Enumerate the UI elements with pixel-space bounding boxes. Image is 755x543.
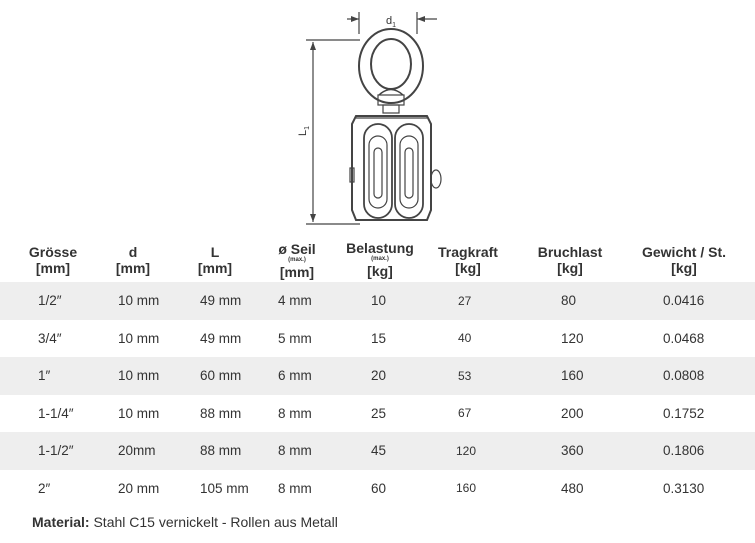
cell-seil: 8 mm [278,443,312,459]
cell-groesse: 1-1/2″ [38,443,74,459]
table-row [0,395,755,433]
cell-l: 60 mm [200,368,242,384]
cell-tragkraft: 160 [456,481,477,496]
cell-seil: 5 mm [278,330,312,346]
cell-d: 20 mm [118,480,160,496]
material-note [32,514,338,530]
header-gewicht: Gewicht / St. [kg] [641,244,726,276]
cell-seil: 6 mm [278,368,312,384]
cell-d: 10 mm [118,330,160,346]
cell-tragkraft: 27 [458,293,472,308]
cell-bruchlast: 120 [561,330,584,346]
cell-tragkraft: 53 [458,368,472,383]
cell-tragkraft: 120 [456,443,477,458]
table-row [0,357,755,395]
cell-l: 88 mm [200,405,242,421]
cell-belastung: 15 [371,330,387,346]
header-belastung: Belastung (max.) [kg] [346,240,414,279]
cell-bruchlast: 480 [561,480,584,496]
cell-d: 10 mm [118,293,160,309]
cell-belastung: 10 [371,293,387,309]
header-tragkraft: Tragkraft [kg] [438,244,498,276]
l1-label: $L_1$ [297,125,311,136]
table-row [0,470,755,508]
cell-bruchlast: 80 [561,293,577,309]
table-row [0,320,755,358]
header-l: L [mm] [197,244,233,276]
cell-gewicht: 0.0416 [663,293,705,309]
cell-gewicht: 0.0808 [663,368,705,384]
cell-d: 20mm [118,443,156,459]
cell-tragkraft: 40 [458,331,472,346]
header-bruchlast: Bruchlast [kg] [537,244,603,276]
cell-l: 105 mm [200,480,249,496]
cell-gewicht: 0.1806 [663,443,705,459]
header-groesse: Grösse [mm] [28,244,78,276]
cell-gewicht: 0.0468 [663,330,705,346]
cell-belastung: 60 [371,480,387,496]
cell-d: 10 mm [118,368,160,384]
cell-d: 10 mm [118,405,160,421]
cell-groesse: 3/4″ [38,330,62,346]
material-label: Material: [32,514,90,530]
cell-seil: 4 mm [278,293,312,309]
table-row [0,282,755,320]
cell-groesse: 1-1/4″ [38,405,74,421]
pulley-technical-drawing [290,0,460,235]
cell-seil: 8 mm [278,405,312,421]
material-text: Stahl C15 vernickelt - Rollen aus Metall [89,514,338,530]
table-row [0,432,755,470]
header-seil: ø Seil (max.) [mm] [278,241,316,280]
d1-label: $d_1$ [386,15,397,29]
cell-groesse: 1″ [38,368,51,384]
cell-belastung: 25 [371,405,387,421]
cell-gewicht: 0.3130 [663,480,705,496]
cell-groesse: 1/2″ [38,293,62,309]
cell-bruchlast: 200 [561,405,584,421]
cell-l: 49 mm [200,330,242,346]
cell-belastung: 45 [371,443,387,459]
table-header [0,238,755,282]
cell-tragkraft: 67 [458,406,472,421]
cell-bruchlast: 160 [561,368,584,384]
cell-groesse: 2″ [38,480,51,496]
cell-l: 49 mm [200,293,242,309]
cell-l: 88 mm [200,443,242,459]
header-d: d [mm] [115,244,151,276]
cell-seil: 8 mm [278,480,312,496]
cell-bruchlast: 360 [561,443,584,459]
cell-belastung: 20 [371,368,387,384]
spec-table [0,282,755,507]
cell-gewicht: 0.1752 [663,405,705,421]
